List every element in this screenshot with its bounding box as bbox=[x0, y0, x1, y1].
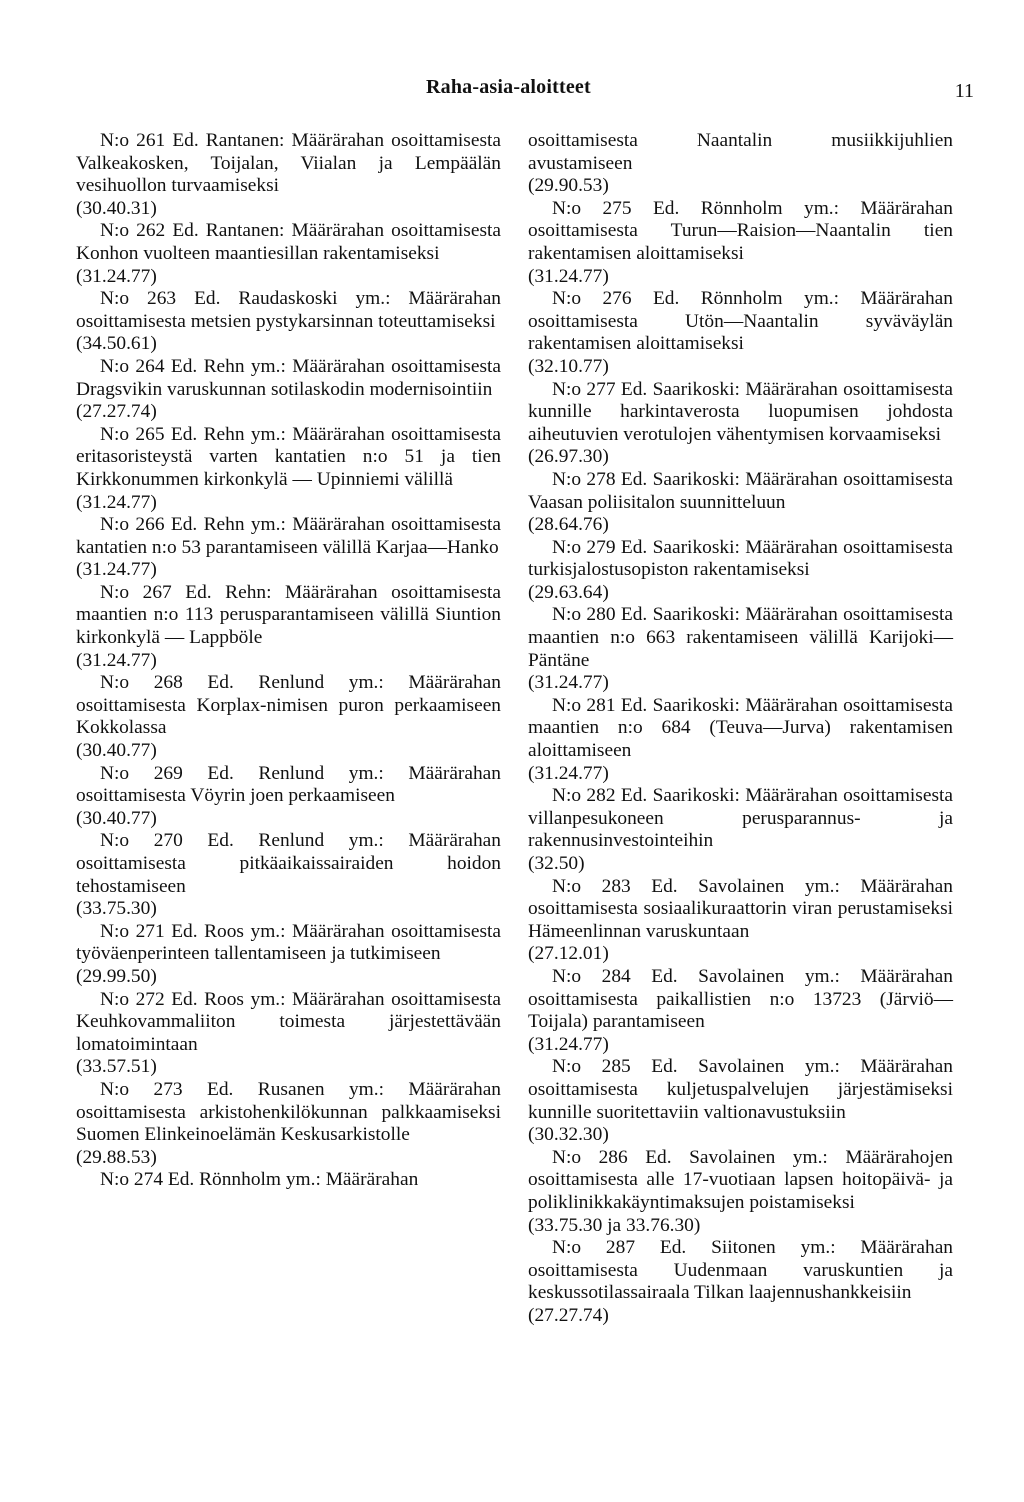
page-number: 11 bbox=[954, 80, 974, 102]
budget-code: (32.10.77) bbox=[528, 355, 609, 377]
entry-text: N:o 261 Ed. Rantanen: Määrärahan osoittamisesta Valkeakosken, Toijalan, Viialan ja Lempäälän vesihuollon turvaamiseksi bbox=[76, 130, 501, 197]
entry-text: N:o 267 Ed. Rehn: Määrärahan osoittamisesta maantien n:o 113 perusparantamiseen välillä Siuntion kirkonkylä — Lappböle bbox=[76, 581, 501, 649]
document-entry bbox=[76, 672, 501, 762]
entry-text: N:o 280 Ed. Saarikoski: Määrärahan osoittamisesta maantien n:o 663 rakentamiseen välillä Karijoki—Päntäne bbox=[528, 604, 953, 671]
right-column bbox=[528, 130, 953, 1327]
document-entry bbox=[528, 198, 953, 288]
document-entry bbox=[76, 220, 501, 288]
budget-code: (29.63.64) bbox=[528, 581, 609, 603]
budget-code: (33.57.51) bbox=[76, 1056, 157, 1078]
budget-code: (31.24.77) bbox=[76, 559, 157, 581]
document-entry bbox=[528, 379, 953, 469]
document-entry bbox=[528, 1147, 953, 1237]
entry-text: N:o 287 Ed. Siitonen ym.: Määrärahan osoittamisesta Uudenmaan varuskuntien ja keskussotilassairaala Tilkan laajennushankkeisiin bbox=[528, 1237, 953, 1304]
entry-text: N:o 269 Ed. Renlund ym.: Määrärahan osoittamisesta Vöyrin joen perkaamiseen bbox=[76, 762, 501, 807]
entry-text: N:o 278 Ed. Saarikoski: Määrärahan osoittamisesta Vaasan poliisitalon suunnitteluun bbox=[528, 468, 953, 513]
budget-code: (30.40.77) bbox=[76, 807, 157, 829]
document-entry bbox=[528, 130, 953, 198]
entry-text: N:o 283 Ed. Savolainen ym.: Määrärahan osoittamisesta sosiaalikuraattorin viran perustamiseksi Hämeenlinnan varuskuntaan bbox=[528, 875, 953, 942]
running-title: Raha-asia-aloitteet bbox=[426, 76, 591, 98]
document-entry bbox=[528, 604, 953, 694]
entry-text: N:o 286 Ed. Savolainen ym.: Määrärahojen osoittamisesta alle 17-vuotiaan lapsen hoitopäivä- ja poliklinikkakäyntimaksujen poistamiseksi bbox=[528, 1146, 953, 1213]
budget-code: (27.27.74) bbox=[528, 1304, 609, 1326]
left-column bbox=[76, 130, 501, 1192]
document-entry bbox=[76, 356, 501, 424]
page-header bbox=[0, 76, 1024, 106]
budget-code: (27.27.74) bbox=[76, 401, 157, 423]
budget-code: (30.40.31) bbox=[76, 197, 157, 219]
document-entry bbox=[528, 876, 953, 966]
document-entry bbox=[76, 763, 501, 831]
entry-text: N:o 273 Ed. Rusanen ym.: Määrärahan osoittamisesta arkistohenkilökunnan palkkaamiseksi Suomen Elinkeinoelämän Keskusarkistolle bbox=[76, 1078, 501, 1146]
budget-code: (29.88.53) bbox=[76, 1146, 157, 1168]
entry-text: N:o 266 Ed. Rehn ym.: Määrärahan osoittamisesta kantatien n:o 53 parantamiseen välillä Karjaa—Hanko bbox=[76, 514, 501, 558]
document-entry bbox=[528, 966, 953, 1056]
budget-code: (29.99.50) bbox=[76, 965, 157, 987]
entry-text: N:o 276 Ed. Rönnholm ym.: Määrärahan osoittamisesta Utön—Naantalin syväväylän rakentamisen aloittamiseksi bbox=[528, 288, 953, 355]
budget-code: (31.24.77) bbox=[528, 762, 609, 784]
entry-text: N:o 262 Ed. Rantanen: Määrärahan osoittamisesta Konhon vuolteen maantiesillan rakentamiseksi bbox=[76, 220, 501, 264]
document-entry bbox=[528, 537, 953, 605]
entry-text: N:o 277 Ed. Saarikoski: Määrärahan osoittamisesta kunnille harkintaverosta luopumisen johdosta aiheutuvien verotulojen vähentymisen korvaamiseksi bbox=[528, 378, 953, 445]
budget-code: (31.24.77) bbox=[528, 265, 609, 287]
entry-text: N:o 285 Ed. Savolainen ym.: Määrärahan osoittamisesta kuljetuspalvelujen järjestämiseksi kunnille suoritettaviin valtionavustuksiin bbox=[528, 1056, 953, 1123]
entry-text: N:o 275 Ed. Rönnholm ym.: Määrärahan osoittamisesta Turun—Raision—Naantalin tien rakentamisen aloittamiseksi bbox=[528, 197, 953, 264]
entry-text: N:o 284 Ed. Savolainen ym.: Määrärahan osoittamisesta paikallistien n:o 13723 (Järviö—Toijala) parantamiseen bbox=[528, 965, 953, 1033]
entry-text: N:o 279 Ed. Saarikoski: Määrärahan osoittamisesta turkisjalostusopiston rakentamiseksi bbox=[528, 536, 953, 581]
entry-text: N:o 270 Ed. Renlund ym.: Määrärahan osoittamisesta pitkäaikaissairaiden hoidon tehostamiseen bbox=[76, 830, 501, 897]
document-entry bbox=[76, 130, 501, 220]
entry-text: osoittamisesta Naantalin musiikkijuhlien avustamiseen bbox=[528, 130, 953, 174]
document-entry bbox=[76, 830, 501, 920]
entry-text: N:o 272 Ed. Roos ym.: Määrärahan osoittamisesta Keuhkovammaliiton toimesta järjestettävään lomatoimintaan bbox=[76, 988, 501, 1055]
budget-code: (28.64.76) bbox=[528, 514, 609, 536]
budget-code: (30.40.77) bbox=[76, 740, 157, 762]
entry-text: N:o 282 Ed. Saarikoski: Määrärahan osoittamisesta villanpesukoneen perusparannus- ja rakennusinvestointeihin bbox=[528, 785, 953, 852]
document-entry bbox=[76, 921, 501, 989]
document-entry bbox=[76, 514, 501, 582]
entry-text: N:o 263 Ed. Raudaskoski ym.: Määrärahan osoittamisesta metsien pystykarsinnan toteuttamiseksi bbox=[76, 288, 501, 332]
budget-code: (31.24.77) bbox=[528, 672, 609, 694]
document-entry bbox=[528, 1237, 953, 1327]
document-entry bbox=[528, 469, 953, 537]
entry-text: N:o 264 Ed. Rehn ym.: Määrärahan osoittamisesta Dragsvikin varuskunnan sotilaskodin modernisointiin bbox=[76, 355, 501, 400]
budget-code: (29.90.53) bbox=[528, 175, 609, 197]
document-entry bbox=[528, 695, 953, 785]
document-entry bbox=[528, 1056, 953, 1146]
budget-code: (31.24.77) bbox=[76, 491, 157, 513]
budget-code: (27.12.01) bbox=[528, 943, 609, 965]
budget-code: (33.75.30 ja 33.76.30) bbox=[528, 1214, 701, 1236]
document-entry bbox=[528, 288, 953, 378]
document-entry bbox=[76, 424, 501, 514]
document-entry bbox=[76, 288, 501, 356]
budget-code: (33.75.30) bbox=[76, 898, 157, 920]
document-entry bbox=[76, 1079, 501, 1169]
document-entry bbox=[76, 989, 501, 1079]
budget-code: (31.24.77) bbox=[76, 649, 157, 671]
entry-text: N:o 265 Ed. Rehn ym.: Määrärahan osoittamisesta eritasoristeystä varten kantatien n:o 51 ja tien Kirkkonummen kirkonkylä — Upinniemi välillä bbox=[76, 423, 501, 490]
budget-code: (30.32.30) bbox=[528, 1124, 609, 1146]
document-entry bbox=[528, 785, 953, 875]
budget-code: (31.24.77) bbox=[76, 265, 157, 287]
budget-code: (26.97.30) bbox=[528, 446, 609, 468]
entry-text: N:o 268 Ed. Renlund ym.: Määrärahan osoittamisesta Korplax-nimisen puron perkaamiseen Kokkolassa bbox=[76, 672, 501, 739]
budget-code: (34.50.61) bbox=[76, 333, 157, 355]
document-entry bbox=[76, 582, 501, 672]
budget-code: (32.50) bbox=[528, 853, 585, 874]
budget-code: (31.24.77) bbox=[528, 1033, 609, 1055]
entry-text: N:o 281 Ed. Saarikoski: Määrärahan osoittamisesta maantien n:o 684 (Teuva—Jurva) rakentamisen aloittamiseen bbox=[528, 694, 953, 762]
entry-text: N:o 271 Ed. Roos ym.: Määrärahan osoittamisesta työväenperinteen tallentamiseen ja tutkimiseen bbox=[76, 920, 501, 965]
document-entry bbox=[76, 1169, 501, 1192]
entry-text: N:o 274 Ed. Rönnholm ym.: Määrärahan bbox=[100, 1169, 419, 1191]
